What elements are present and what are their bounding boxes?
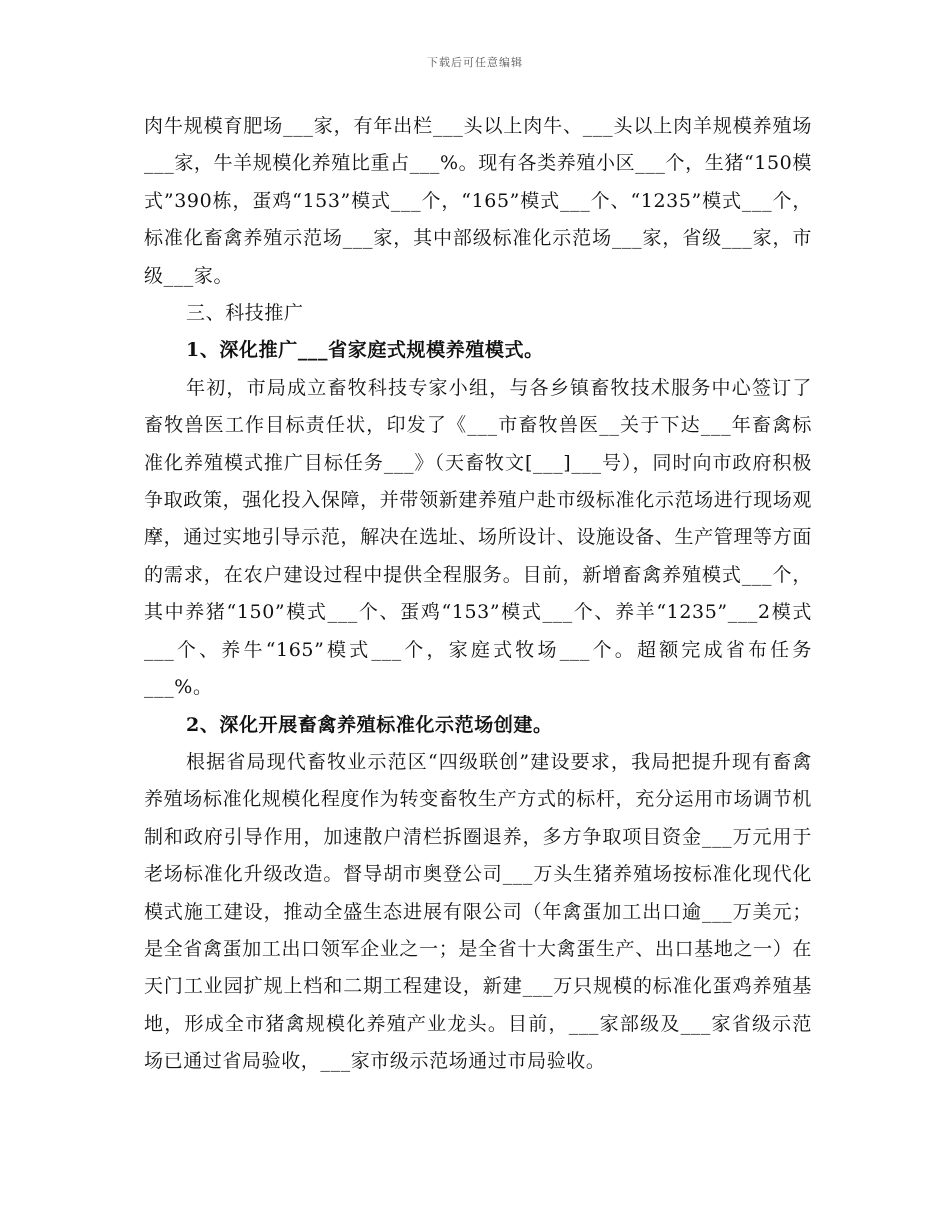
subsection-title-2: 2、深化开展畜禽养殖标准化示范场创建。 xyxy=(186,713,553,736)
paragraph-tech-promotion: 年初，市局成立畜牧科技专家小组，与各乡镇畜牧技术服务中心签订了畜牧兽医工作目标责任状，印发了《___市畜牧兽医__关于下达___年畜禽标准化养殖模式推广目标任务___》（天畜牧文[___]___号），同时向市政府积极争取政策，强化投入保障，并带领新建养殖户赴市级标准化示范场进行现场观摩，通过实地引导示范，解决在选址、场所设计、设施设备、生产管理等方面的需求，在农户建设过程中提供全程服务。目前，新增畜禽养殖模式___个，其中养猪“150”模式___个、蛋鸡“153”模式___个、养羊“1235”___2模式___个、养牛“165”模式___个，家庭式牧场___个。超额完成省布任务___%。 xyxy=(144,376,812,699)
page-header: 下载后可任意编辑 xyxy=(427,56,523,69)
subsection-title-1: 1、深化推广___省家庭式规模养殖模式。 xyxy=(186,339,544,362)
paragraph-livestock-stats: 肉牛规模育肥场___家，有年出栏___头以上肉牛、___头以上肉羊规模养殖场___家，牛羊规模化养殖比重占___%。现有各类养殖小区___个，生猪“150模式”390栋，蛋鸡“153”模式___个，“165”模式___个、“1235”模式___个，标准化畜禽养殖示范场___家，其中部级标准化示范场___家，省级___家，市级___家。 xyxy=(144,115,812,287)
document-body xyxy=(144,108,812,1081)
section-title-tech-promotion: 三、科技推广 xyxy=(186,302,304,325)
paragraph-demo-farms: 根据省局现代畜牧业示范区“四级联创”建设要求，我局把提升现有畜禽养殖场标准化规模化程度作为转变畜牧生产方式的标杆，充分运用市场调节机制和政府引导作用，加速散户清栏拆圈退养，多方争取项目资金___万元用于老场标准化升级改造。督导胡市奥登公司___万头生猪养殖场按标准化现代化模式施工建设，推动全盛生态进展有限公司（年禽蛋加工出口逾___万美元；是全省禽蛋加工出口领军企业之一；是全省十大禽蛋生产、出口基地之一）在天门工业园扩规上档和二期工程建设，新建___万只规模的标准化蛋鸡养殖基地，形成全市猪禽规模化养殖产业龙头。目前，___家部级及___家省级示范场已通过省局验收，___家市级示范场通过市局验收。 xyxy=(144,750,812,1073)
